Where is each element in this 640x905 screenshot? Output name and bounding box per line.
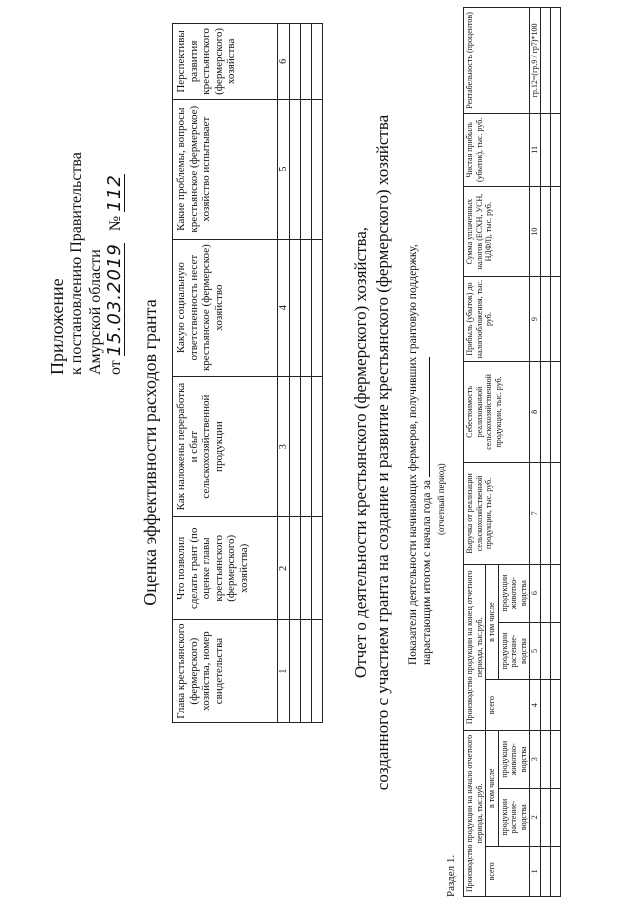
column-number: 2 — [530, 788, 541, 846]
table-cell[interactable] — [540, 564, 550, 622]
table-row — [540, 8, 550, 897]
header-cell: продукции животно-водства — [498, 730, 530, 788]
report-title-line2: созданного с участием гранта на создание и развитие крестьянского (фермерского) хозяйства — [373, 114, 392, 791]
table-cell[interactable] — [550, 113, 560, 186]
table-cell[interactable] — [540, 846, 550, 896]
table-cell[interactable] — [312, 24, 323, 100]
table-cell[interactable] — [312, 376, 323, 517]
header-cell: Производство продукции на начало отчетного периода, тыс.руб. — [464, 730, 486, 896]
table-cell[interactable] — [301, 376, 312, 517]
farm-activity-table — [463, 7, 561, 897]
table-cell[interactable] — [550, 788, 560, 846]
header-cell: продукции растение-водства — [498, 622, 530, 680]
table-cell[interactable] — [312, 99, 323, 239]
table-cell[interactable] — [550, 463, 560, 565]
table-cell[interactable] — [540, 730, 550, 788]
table-cell[interactable] — [550, 680, 560, 730]
decree-number: 112 — [104, 174, 125, 212]
header-cell: Как наложены переработка и сбыт сельскохозяйственной продукции — [173, 376, 278, 517]
column-number: 4 — [530, 680, 541, 730]
column-number: 9 — [530, 277, 541, 361]
section1-title: Оценка эффективности расходов гранта — [140, 299, 160, 606]
column-number: 4 — [278, 239, 290, 376]
table-cell[interactable] — [550, 730, 560, 788]
indicators-line2: нарастающим итогом с начала года за — [420, 65, 434, 665]
column-number: 6 — [530, 564, 541, 622]
table-cell[interactable] — [550, 361, 560, 463]
table-cell[interactable] — [312, 620, 323, 723]
appendix-line-decree: к постановлению Правительства — [68, 152, 85, 375]
table-cell[interactable] — [301, 99, 312, 239]
table-header-row — [464, 8, 486, 897]
header-cell: Чистая прибыль (убыток), тыс. руб. — [464, 113, 530, 186]
section-label: Раздел 1. — [445, 854, 457, 897]
appendix-line-region: Амурской области — [87, 249, 104, 375]
table-cell[interactable] — [540, 788, 550, 846]
table-cell[interactable] — [312, 239, 323, 376]
appendix-date-line — [105, 15, 125, 375]
column-number: 3 — [278, 376, 290, 517]
appendix-block — [48, 15, 125, 375]
table-header-row — [173, 24, 278, 723]
table-cell[interactable] — [312, 517, 323, 620]
table-cell[interactable] — [301, 239, 312, 376]
header-cell: всего — [486, 846, 530, 896]
table-row — [550, 8, 560, 897]
column-number: 11 — [530, 113, 541, 186]
table-cell[interactable] — [290, 99, 301, 239]
indicators-text — [406, 65, 448, 665]
column-number: 2 — [278, 517, 290, 620]
grant-efficiency-table — [172, 23, 323, 723]
indicators-line1: Показатели деятельности начинающих фермеров, получивших грантовую поддержку, — [407, 244, 419, 665]
column-number: 1 — [278, 620, 290, 723]
column-number: 5 — [278, 99, 290, 239]
header-cell: Сумма уплаченных налогов (ЕСХН, УСН, НДФЛ), тыс. руб. — [464, 186, 530, 277]
header-cell: Глава крестьянского (фермерского) хозяйства, номер свидетельства — [173, 620, 278, 723]
header-cell: продукции растение-водства — [498, 788, 530, 846]
table-cell[interactable] — [550, 186, 560, 277]
header-cell: продукции животно-водства — [498, 564, 530, 622]
column-number: 10 — [530, 186, 541, 277]
report-title-line1: Отчет о деятельности крестьянского (фермерского) хозяйства, — [351, 226, 370, 679]
table-cell[interactable] — [540, 622, 550, 680]
table-cell[interactable] — [550, 8, 560, 114]
table-cell[interactable] — [540, 277, 550, 361]
column-number: 7 — [530, 463, 541, 565]
table-cell[interactable] — [540, 463, 550, 565]
header-cell: Прибыль (убыток) до налогообложения, тыс. руб. — [464, 277, 530, 361]
header-cell: Себестоимость реализованной сельскохозяйственной продукции, тыс. руб. — [464, 361, 530, 463]
period-note: (отчетный период) — [436, 463, 446, 535]
table-cell[interactable] — [540, 680, 550, 730]
table-cell[interactable] — [290, 24, 301, 100]
table-cell[interactable] — [290, 239, 301, 376]
column-number: 3 — [530, 730, 541, 788]
column-number: 8 — [530, 361, 541, 463]
table-cell[interactable] — [290, 620, 301, 723]
header-cell: Рентабельность (процентов) — [464, 8, 530, 114]
table-cell[interactable] — [540, 8, 550, 114]
column-number: 6 — [278, 24, 290, 100]
header-cell: Перспективы развития крестьянского (фермерского) хозяйства — [173, 24, 278, 100]
table-cell[interactable] — [290, 376, 301, 517]
table-cell[interactable] — [550, 564, 560, 622]
table-cell[interactable] — [540, 113, 550, 186]
from-label: от — [107, 360, 124, 375]
header-cell: Что позволил сделать грант (по оценке главы крестьянского (фермерского) хозяйства) — [173, 517, 278, 620]
header-cell: Производство продукции на конец отчетного периода, тыс.руб. — [464, 564, 486, 730]
table-cell[interactable] — [301, 24, 312, 100]
table-cell[interactable] — [550, 846, 560, 896]
table-row — [290, 24, 301, 723]
decree-date: 15.03.2019 — [104, 243, 125, 357]
period-field[interactable] — [429, 357, 430, 477]
table-number-row — [278, 24, 290, 723]
appendix-title: Приложение — [47, 278, 67, 375]
header-cell: в том числе — [486, 564, 499, 680]
header-cell: Какую социальную ответственность несет крестьянское (фермерское) хозяйство — [173, 239, 278, 376]
table-cell[interactable] — [550, 277, 560, 361]
column-number: 1 — [530, 846, 541, 896]
table-cell[interactable] — [301, 517, 312, 620]
table-row — [301, 24, 312, 723]
column-number: 5 — [530, 622, 541, 680]
header-cell: Какие проблемы, вопросы крестьянское (фермерское) хозяйство испытывает — [173, 99, 278, 239]
formula-cell: гр.12=(гр.9 / гр7)*100 — [530, 8, 541, 114]
table-cell[interactable] — [540, 361, 550, 463]
table-cell[interactable] — [301, 620, 312, 723]
table-cell[interactable] — [290, 517, 301, 620]
table-cell[interactable] — [540, 186, 550, 277]
header-cell: всего — [486, 680, 530, 730]
table-cell[interactable] — [550, 622, 560, 680]
table-row — [312, 24, 323, 723]
table-number-row — [530, 8, 541, 897]
header-cell: в том числе — [486, 730, 499, 846]
number-label: № — [107, 215, 124, 232]
header-cell: Выручка от реализации сельскохозяйственной продукции, тыс. руб. — [464, 463, 530, 565]
